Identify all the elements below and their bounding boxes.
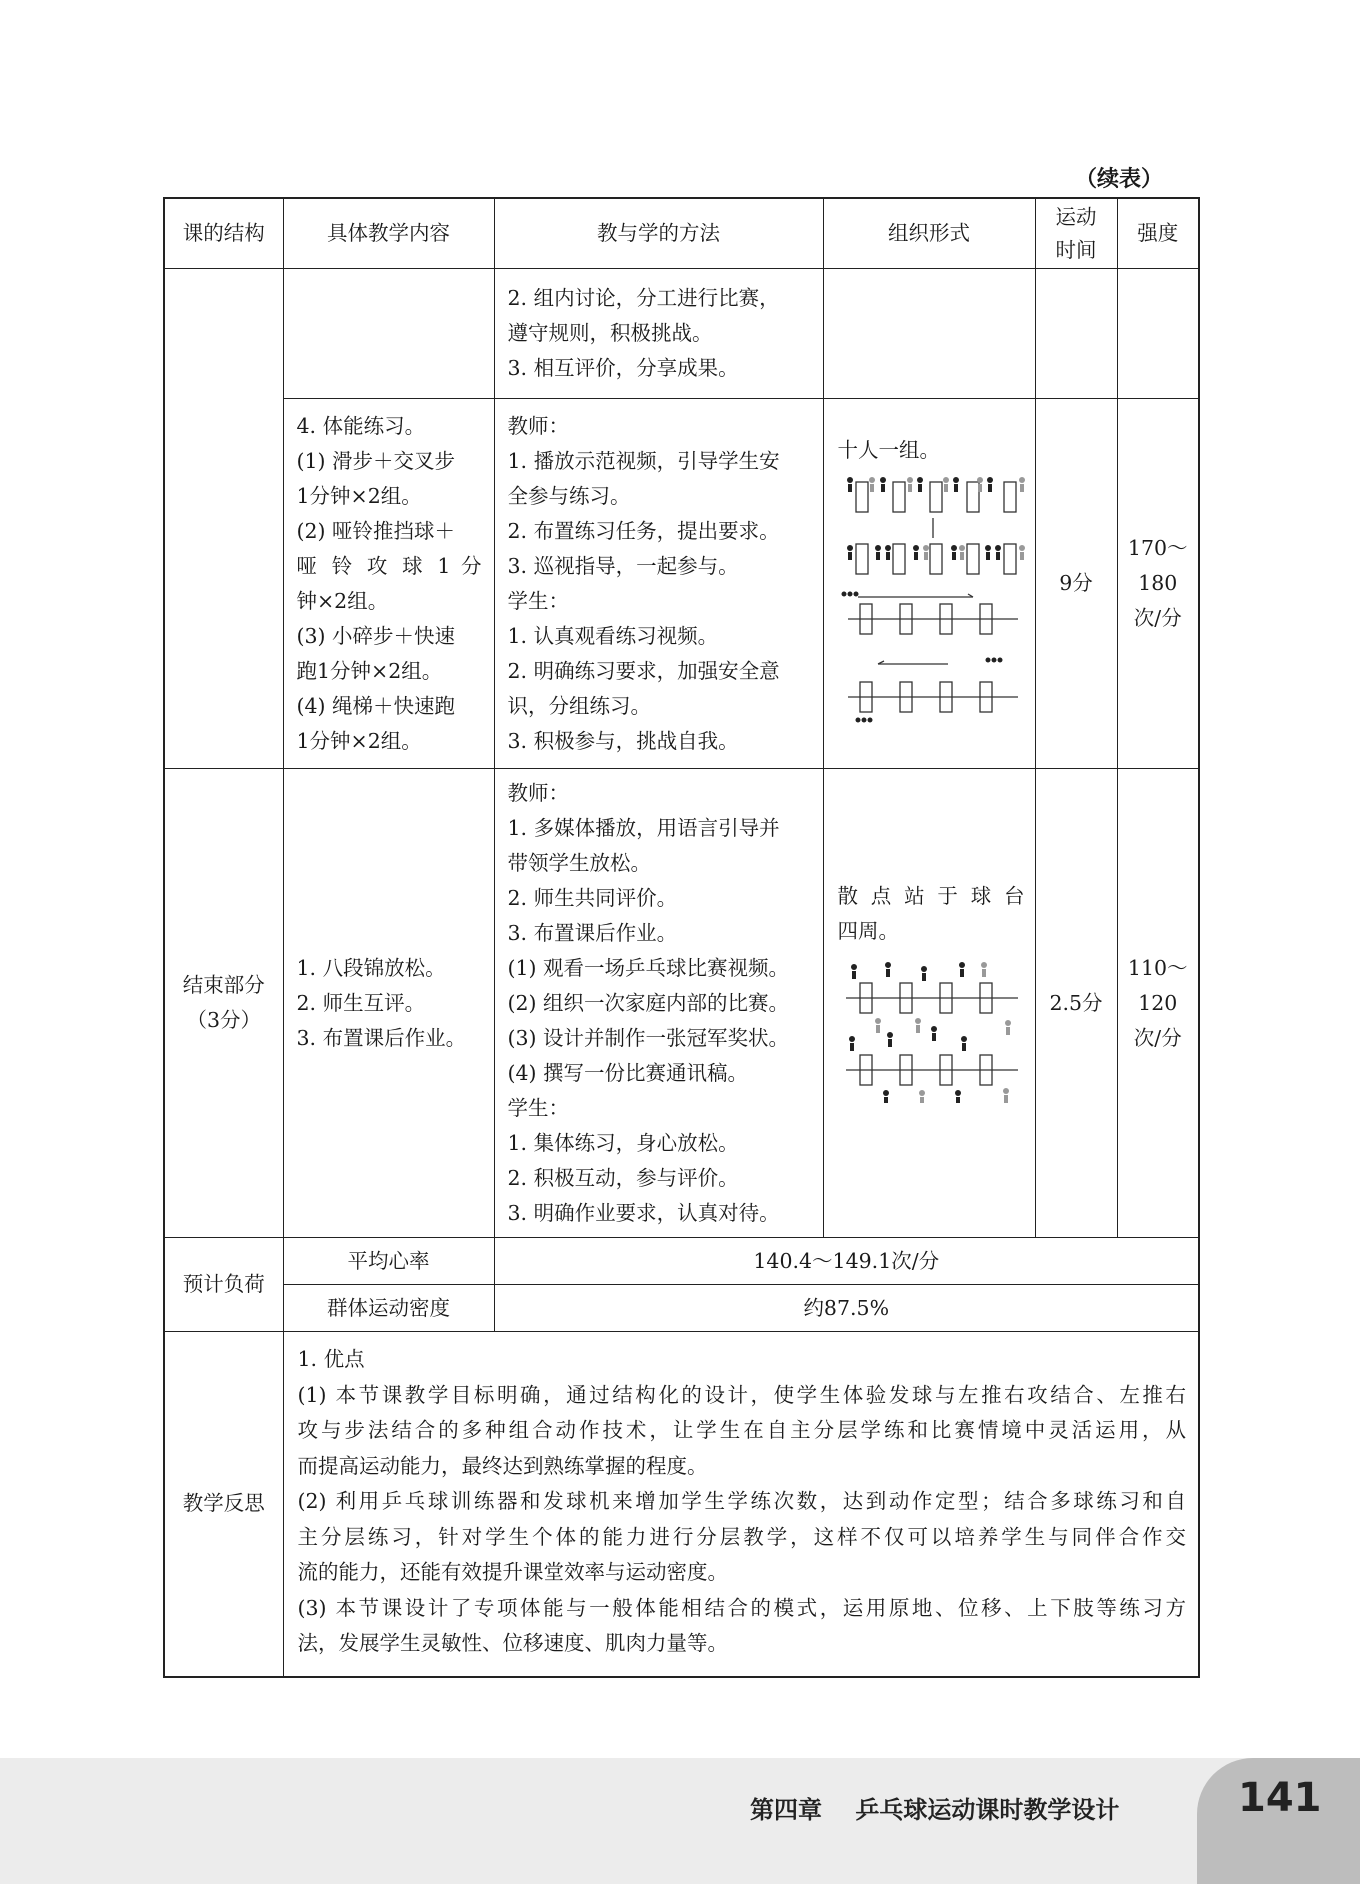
group-training-diagram	[838, 474, 1028, 734]
time-cell: 2.5分	[1035, 769, 1117, 1238]
intensity-cell-empty	[1117, 269, 1199, 399]
time-cell-empty	[1035, 269, 1117, 399]
heart-rate-value: 140.4～149.1次/分	[494, 1238, 1199, 1285]
header-intensity: 强度	[1117, 198, 1199, 269]
content-cell: 1. 八段锦放松。 2. 师生互评。 3. 布置课后作业。	[283, 769, 494, 1238]
structure-cell-empty	[164, 269, 283, 769]
load-row-heart-rate	[164, 1238, 1199, 1285]
intensity-cell: 170～ 180 次/分	[1117, 399, 1199, 769]
reflection-text: 1. 优点 (1) 本节课教学目标明确，通过结构化的设计，使学生体验发球与左推右攻结合、左推右 攻与步法结合的多种组合动作技术，让学生在自主分层学练和比赛情境中灵活运用，从 而提高运动能力，最终达到熟练掌握的程度。 (2) 利用乒乓球训练器和发球机来增加学生学练次数，达到动作定型；结合多球练习和自 主分层练习，针对学生个体的能力进行分层教学，这样不仅可以培养学生与同伴合作交 流的能力，还能有效提升课堂效率与运动密度。 (3) 本节课设计了专项体能与一般体能相结合的模式，运用原地、位移、上下肢等练习方 法，发展学生灵敏性、位移速度、肌肉力量等。	[283, 1332, 1199, 1677]
header-content: 具体教学内容	[283, 198, 494, 269]
header-method: 教与学的方法	[494, 198, 823, 269]
scattered-formation-diagram	[838, 955, 1028, 1105]
page-number: 141	[1238, 1775, 1322, 1821]
table-header-row	[164, 198, 1199, 269]
chapter-title: 第四章 乒乓球运动课时教学设计	[750, 1796, 1120, 1824]
content-cell: 4. 体能练习。 (1) 滑步＋交叉步 1分钟×2组。 (2) 哑铃推挡球＋ 哑 铃 攻 球 1 分 钟×2组。 (3) 小碎步＋快速 跑1分钟×2组。 (4) 绳梯＋快速跑 1分钟×2组。	[283, 399, 494, 769]
table-row	[164, 769, 1199, 1238]
header-structure: 课的结构	[164, 198, 283, 269]
intensity-cell: 110～ 120 次/分	[1117, 769, 1199, 1238]
load-label: 预计负荷	[164, 1238, 283, 1332]
continued-table-note: （续表）	[1075, 167, 1164, 192]
organization-cell: 散 点 站 于 球 台 四周。	[823, 769, 1035, 1238]
method-cell: 2. 组内讨论，分工进行比赛， 遵守规则，积极挑战。 3. 相互评价，分享成果。	[494, 269, 823, 399]
heart-rate-label: 平均心率	[283, 1238, 494, 1285]
organization-caption: 十人一组。	[837, 438, 940, 462]
table-row	[164, 269, 1199, 399]
density-value: 约87.5%	[494, 1285, 1199, 1332]
content-cell-empty	[283, 269, 494, 399]
header-exercise-time: 运动 时间	[1035, 198, 1117, 269]
method-cell: 教师： 1. 播放示范视频，引导学生安 全参与练习。 2. 布置练习任务，提出要求。 3. 巡视指导，一起参与。 学生： 1. 认真观看练习视频。 2. 明确练习要求，加强安全意 识，分组练习。 3. 积极参与，挑战自我。	[494, 399, 823, 769]
structure-cell-ending: 结束部分 （3分）	[164, 769, 283, 1238]
organization-cell	[823, 399, 1035, 769]
footer-bar	[0, 1758, 1360, 1884]
lesson-plan-table	[163, 197, 1200, 1678]
time-cell: 9分	[1035, 399, 1117, 769]
table-row	[164, 399, 1199, 769]
load-row-density	[164, 1285, 1199, 1332]
reflection-row	[164, 1332, 1199, 1677]
organization-cell-empty	[823, 269, 1035, 399]
method-cell: 教师： 1. 多媒体播放，用语言引导并 带领学生放松。 2. 师生共同评价。 3. 布置课后作业。 (1) 观看一场乒乓球比赛视频。 (2) 组织一次家庭内部的比赛。 (3) 设计并制作一张冠军奖状。 (4) 撰写一份比赛通讯稿。 学生： 1. 集体练习，身心放松。 2. 积极互动，参与评价。 3. 明确作业要求，认真对待。	[494, 769, 823, 1238]
header-organization: 组织形式	[823, 198, 1035, 269]
density-label: 群体运动密度	[283, 1285, 494, 1332]
reflection-label: 教学反思	[164, 1332, 283, 1677]
